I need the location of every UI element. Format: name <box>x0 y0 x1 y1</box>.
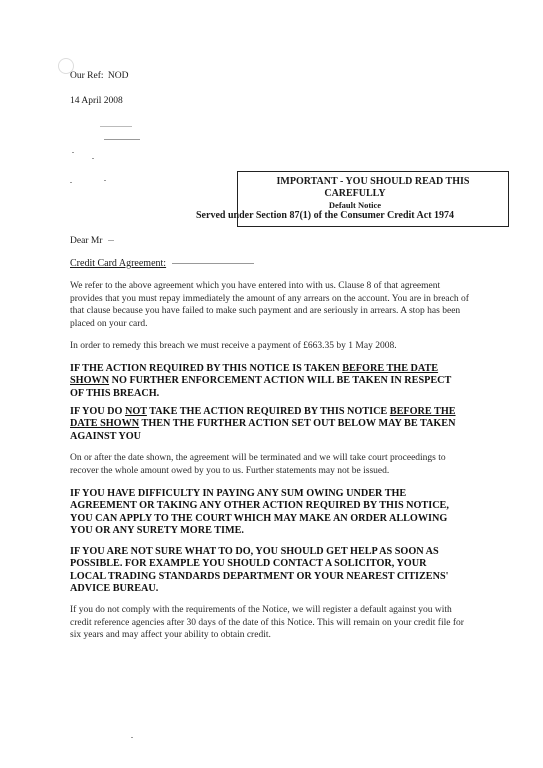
caps1-a: IF THE ACTION REQUIRED BY THIS NOTICE IS TAKEN <box>70 363 343 374</box>
notice-box-title-line2: CAREFULLY <box>324 188 386 199</box>
subject-line <box>70 258 254 269</box>
notice-box-subtitle: Default Notice <box>328 200 382 210</box>
redacted-account-number <box>172 263 254 264</box>
caps2-underline1: NOT <box>125 406 147 417</box>
caps1-underline1: BEFORE THE DATE <box>342 363 439 374</box>
caps1-underline2: SHOWN <box>70 375 110 387</box>
notice-box-title-line1: IMPORTANT - YOU SHOULD READ THIS <box>276 176 470 187</box>
served-left: Served <box>196 210 228 221</box>
caps-not-before-date <box>70 406 460 443</box>
paragraph-remedy: In order to remedy this breach we must receive a payment of £663.35 by 1 May 2008. <box>70 341 397 351</box>
paragraph-termination: On or after the date shown, the agreement will be terminated and we will take court proceedings to recover the whole amount owed by you to us. Further statements may not be issued. <box>70 453 446 476</box>
letter-date: 14 April 2008 <box>70 96 123 106</box>
caps-get-help: IF YOU ARE NOT SURE WHAT TO DO, YOU SHOULD GET HELP AS SOON AS POSSIBLE. FOR EXAMPLE YOU SHOULD CONTACT A SOLICITOR, YOUR LOCAL TRADING STANDARDS DEPARTMENT OR YOUR NEAREST CITIZENS' ADVICE BUREAU. <box>70 546 449 595</box>
salutation-text: Dear Mr <box>70 236 103 246</box>
paragraph-breach: We refer to the above agreement which you have entered into with us. Clause 8 of that agreement provides that you must repay immediately the amount of any arrears on the account. You are in breach of that clause because you have failed to make such payment and are seriously in arrears. A stop has been placed on your card. <box>70 281 469 329</box>
caps-difficulty-paying: IF YOU HAVE DIFFICULTY IN PAYING ANY SUM OWING UNDER THE AGREEMENT OR TAKING ANY OTHER ACTION REQUIRED BY THIS NOTICE, YOU CAN APPLY TO THE COURT WHICH MAY MAKE AN ORDER ALLOWING YOU OR ANY SURETY MORE TIME. <box>70 488 449 537</box>
scan-speck <box>131 737 133 738</box>
caps2-a: IF YOU DO <box>70 406 125 417</box>
notice-box-served <box>196 210 454 221</box>
our-ref-value: NOD <box>107 71 129 81</box>
redacted-name <box>108 240 114 241</box>
our-ref <box>70 70 128 82</box>
caps1-b: NO FURTHER ENFORCEMENT ACTION WILL BE TAKEN IN RESPECT OF THIS BREACH. <box>70 375 452 399</box>
our-ref-label: Our Ref: <box>70 71 104 81</box>
served-right: under Section 87(1) of the Consumer Credit Act 1974 <box>227 210 455 221</box>
caps-before-date <box>70 363 460 400</box>
caps2-underline2: BEFORE THE DATE SHOWN <box>70 406 456 430</box>
paragraph-default-registration: If you do not comply with the requirements of the Notice, we will register a default against you with credit reference agencies after 30 days of the date of this Notice. This will remain on your credit file for six years and may affect your ability to obtain credit. <box>70 605 464 641</box>
caps2-c: THEN THE FURTHER ACTION SET OUT BELOW MAY BE TAKEN AGAINST YOU <box>70 418 456 442</box>
salutation <box>70 235 114 247</box>
subject-text: Credit Card Agreement: <box>70 258 167 269</box>
caps2-b: TAKE THE ACTION REQUIRED BY THIS NOTICE <box>146 406 390 417</box>
